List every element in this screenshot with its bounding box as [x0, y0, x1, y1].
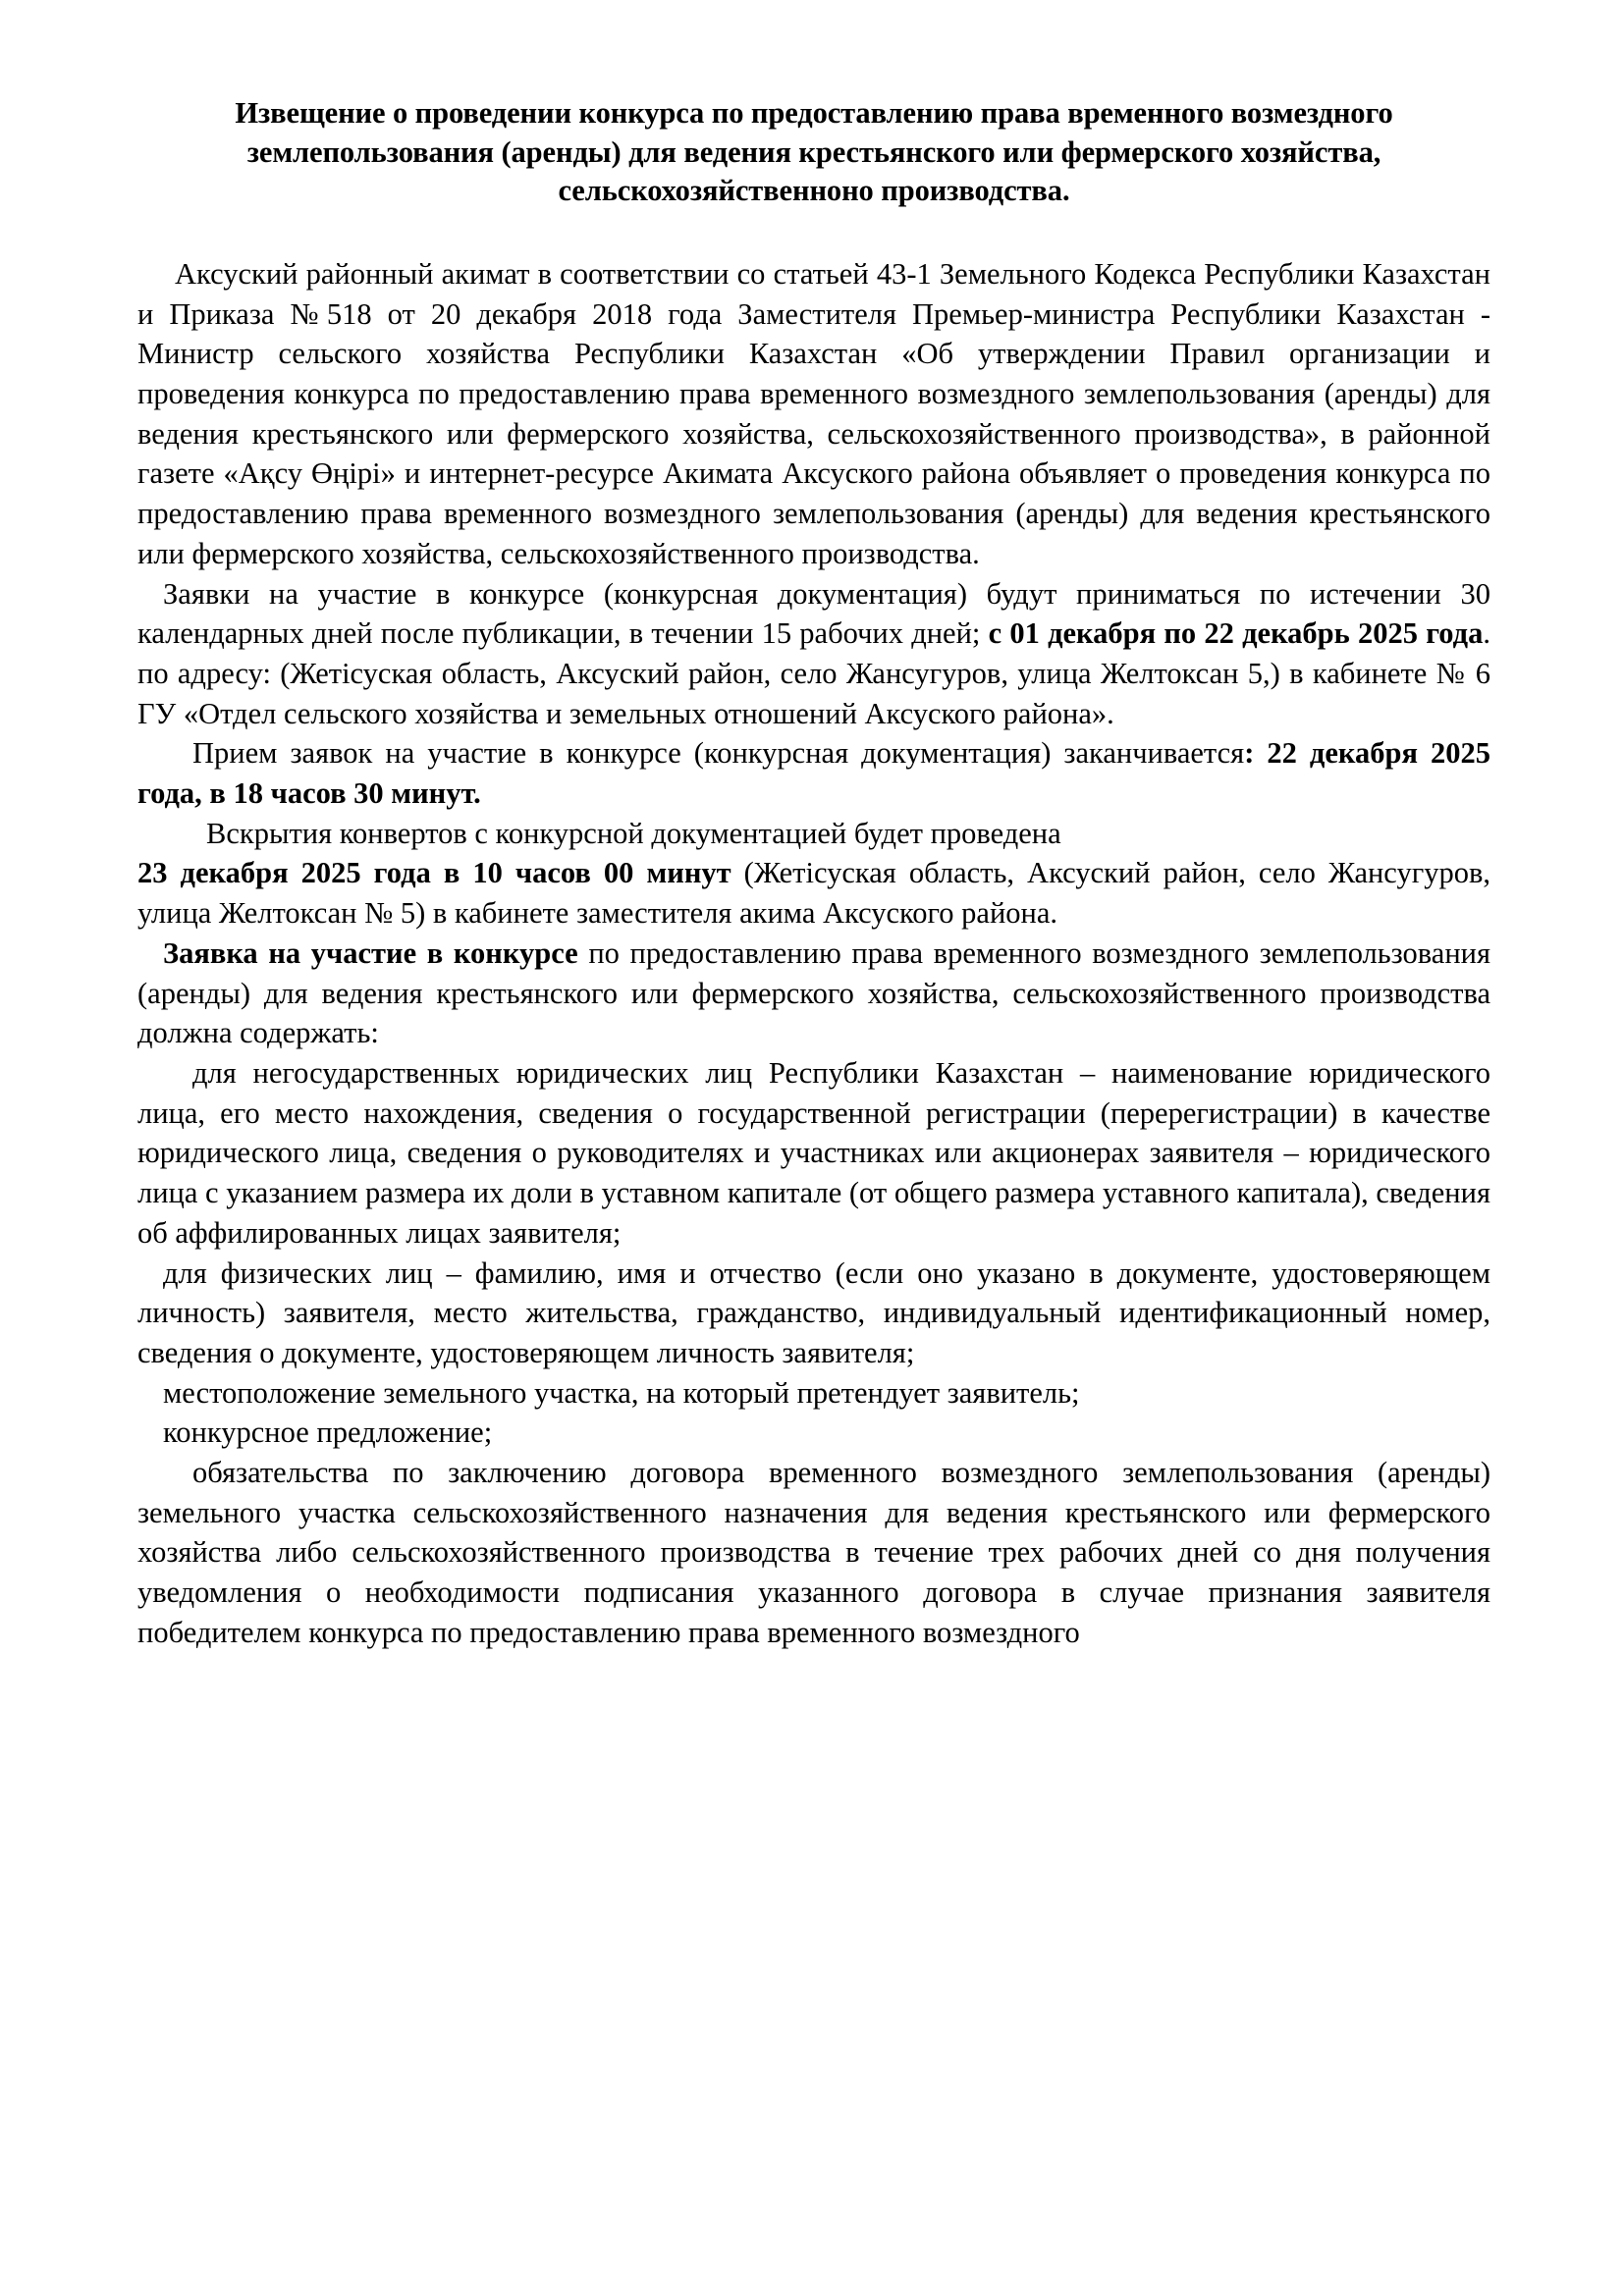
paragraph-legal-entities — [137, 1053, 1490, 1254]
paragraph-deadline — [137, 733, 1490, 813]
paragraph-obligations — [137, 1453, 1490, 1653]
tender-offer-text: конкурсное предложение; — [163, 1415, 493, 1450]
paragraph-envelope-opening — [137, 814, 1490, 934]
paragraph-application-requirements — [137, 934, 1490, 1053]
deadline-lead: Прием заявок на участие в конкурсе (конкурсная документация) заканчивается — [192, 736, 1245, 771]
paragraph-tender-offer — [137, 1413, 1490, 1453]
envelope-opening-datetime: 23 декабря 2025 года в 10 часов 00 минут — [137, 856, 731, 890]
paragraph-intro — [137, 254, 1490, 574]
legal-entities-text: для негосударственных юридических лиц Республики Казахстан – наименование юридического лица, его место нахождения, сведения о государственной регистрации (перерегистрации) в качестве юридического лица, сведения о руководителях и участниках или акционерах заявителя – юридического лица с указанием размера их доли в уставном капитале (от общего размера уставного капитала), сведения об аффилированных лицах заявителя; — [137, 1055, 1490, 1250]
deadline-datetime: : 22 декабря 2025 года, в 18 часов 30 минут. — [137, 736, 1490, 811]
application-requirements-text: по предоставлению права временного возмездного землепользования (аренды) для ведения крестьянского или фермерского хозяйства, сельскохозяйственного производства должна содержать: — [137, 935, 1491, 1050]
application-period-address: . по адресу: (Жетісуская область, Аксуский район, село Жансугуров, улица Желтоксан 5,) в кабинете № 6 ГУ «Отдел сельского хозяйства и земельных отношений Аксуского района». — [137, 616, 1490, 730]
paragraph-individuals — [137, 1254, 1490, 1373]
envelope-opening-lead: Вскрытия конвертов с конкурсной документацией будет проведена — [206, 816, 1061, 850]
document-body — [137, 254, 1490, 1653]
application-period-dates: с 01 декабря по 22 декабрь 2025 года — [988, 616, 1484, 651]
page-title: Извещение о проведении конкурса по предоставлению права временного возмездного землепользования (аренды) для ведения крестьянского или фермерского хозяйства, сельскохозяйственноно производства. — [235, 96, 1393, 208]
individuals-text: для физических лиц – фамилию, имя и отчество (если оно указано в документе, удостоверяющем личность) заявителя, место жительства, гражданство, индивидуальный идентификационный номер, сведения о документе, удостоверяющем личность заявителя; — [137, 1255, 1490, 1369]
obligations-text: обязательства по заключению договора временного возмездного землепользования (аренды) земельного участка сельскохозяйственного назначения для ведения крестьянского или фермерского хозяйства либо сельскохозяйственного производства в течение трех рабочих дней со дня получения уведомления о необходимости подписания указанного договора в случае признания заявителя победителем конкурса по предоставлению права временного возмездного — [137, 1456, 1490, 1649]
envelope-opening-location: (Жетісуская область, Аксуский район, село Жансугуров, улица Желтоксан № 5) в кабинете заместителя акима Аксуского района. — [137, 856, 1490, 931]
paragraph-application-period — [137, 574, 1490, 734]
application-period-lead: Заявки на участие в конкурсе (конкурсная документация) будут приниматься по истечении 30 календарных дней после публикации, в течении 15 рабочих дней; — [137, 576, 1490, 651]
paragraph-intro-text: Аксуский районный акимат в соответствии со статьей 43-1 Земельного Кодекса Республики Казахстан и Приказа №518 от 20 декабря 2018 года Заместителя Премьер-министра Республики Казахстан - Министр сельского хозяйства Республики Казахстан «Об утверждении Правил организации и проведения конкурса по предоставлению права временного возмездного землепользования (аренды) для ведения крестьянского или фермерского хозяйства, сельскохозяйственного производства», в районной газете «Ақсу Өңірі» и интернет-ресурсе Акимата Аксуского района объявляет о проведения конкурса по предоставлению права временного возмездного землепользования (аренды) для ведения крестьянского или фермерского хозяйства, сельскохозяйственного производства. — [137, 256, 1490, 570]
application-heading: Заявка на участие в конкурсе — [163, 935, 578, 970]
plot-location-text: местоположение земельного участка, на который претендует заявитель; — [163, 1375, 1080, 1410]
paragraph-plot-location — [137, 1373, 1490, 1414]
